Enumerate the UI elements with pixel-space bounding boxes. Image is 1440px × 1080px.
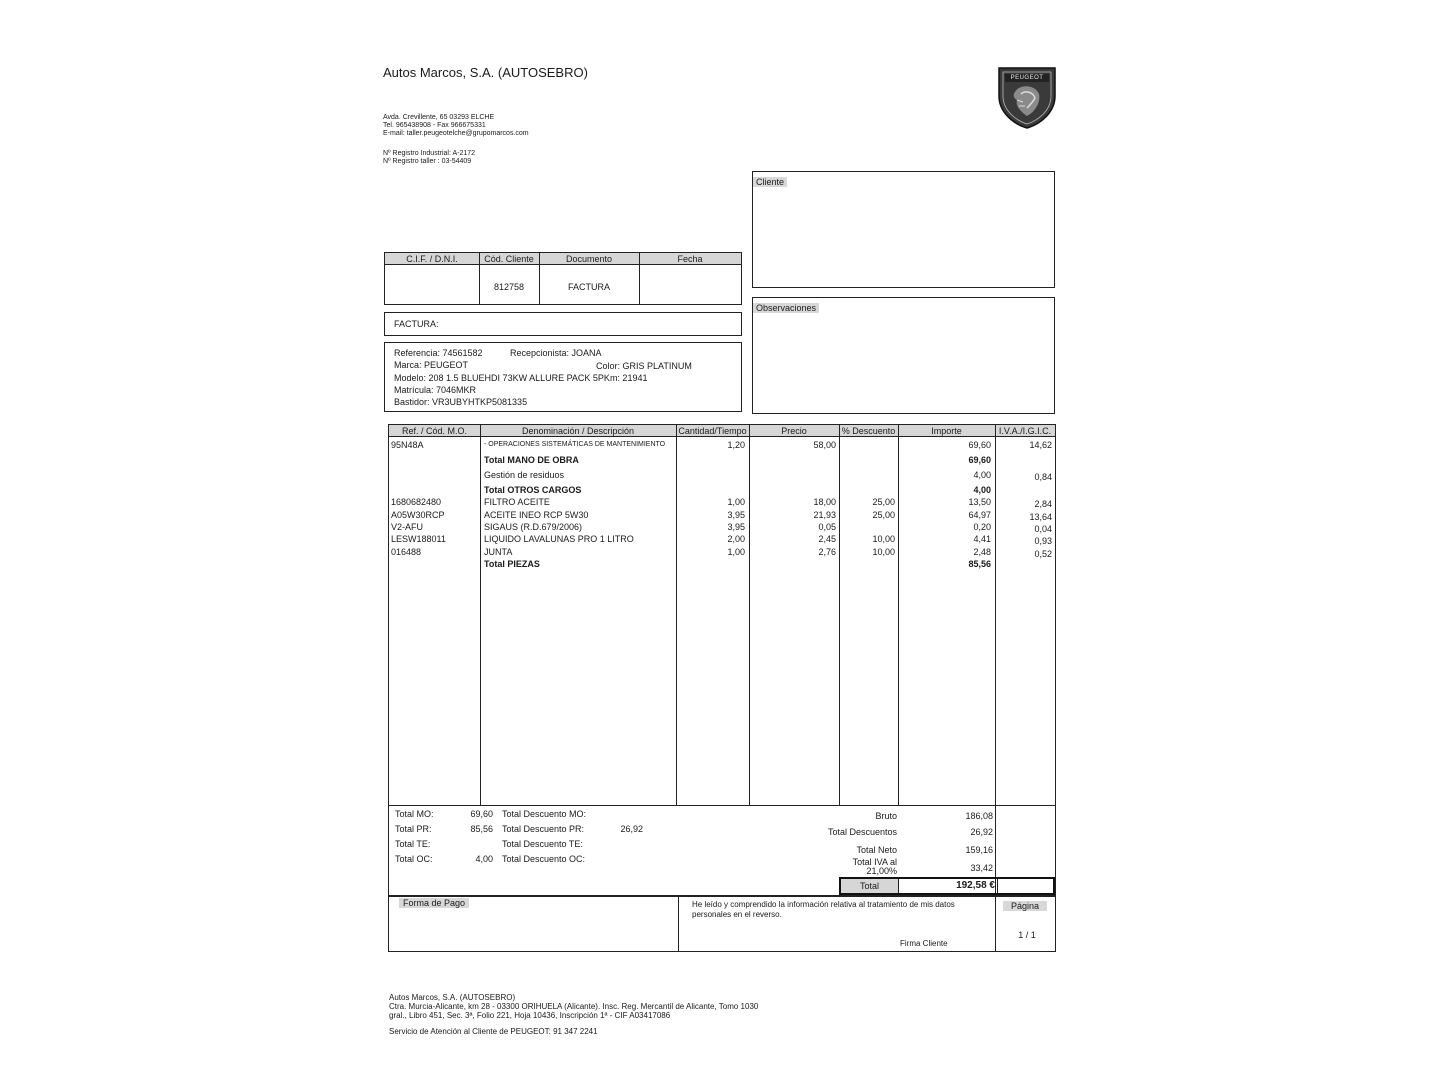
cell-iva: 13,64: [1029, 512, 1052, 522]
cell-desc: LIQUIDO LAVALUNAS PRO 1 LITRO: [484, 534, 634, 544]
company-email: E-mail: taller.peugeotelche@grupomarcos.com: [383, 130, 529, 137]
doc-col-cod-cliente: Cód. Cliente: [479, 253, 539, 265]
legal-footer: [389, 993, 758, 1036]
total-neto-label: Total Neto: [856, 845, 897, 855]
observations-box: [752, 297, 1055, 414]
doc-documento-value: FACTURA: [567, 282, 610, 292]
grand-total-box: [839, 877, 1055, 895]
cell-ref: LESW188011: [391, 534, 446, 544]
col-descuento: % Descuento: [839, 425, 898, 437]
total-iva-pct: 21,00%: [866, 866, 897, 876]
doc-col-documento: Documento: [539, 253, 639, 265]
cell-ref: 1680682480: [391, 497, 442, 507]
cell-price: 18,00: [813, 497, 836, 507]
cell-desc: JUNTA: [484, 547, 513, 557]
company-registers: [383, 150, 475, 166]
cell-qty: 1,20: [727, 440, 745, 450]
vehicle-modelo: Modelo: 208 1.5 BLUEHDI 73KW ALLURE PACK 5PKm: 21941: [394, 373, 648, 383]
vehicle-referencia: Referencia: 74561582: [394, 348, 483, 358]
cell-amount: 85,56: [968, 559, 991, 569]
firma-cliente-label: Firma Cliente: [900, 939, 948, 948]
vehicle-recepcionista: Recepcionista: JOANA: [510, 348, 602, 358]
totals-left-label: Total TE:: [395, 839, 431, 849]
cell-qty: 1,00: [727, 547, 745, 557]
total-iva-label: Total IVA al: [852, 857, 897, 867]
cell-ref: 95N48A: [391, 440, 424, 450]
vehicle-box: [384, 342, 742, 412]
cell-price: 0,05: [818, 522, 836, 532]
cell-iva: 14,62: [1029, 440, 1052, 450]
totals-left-label: Total OC:: [395, 854, 433, 864]
cell-price: 2,76: [818, 547, 836, 557]
grand-total-label: Total: [841, 879, 899, 893]
privacy-text-2: personales en el reverso.: [692, 910, 782, 919]
totals-left-label: Total PR:: [395, 824, 432, 834]
cell-disc: 10,00: [872, 547, 895, 557]
cell-qty: 2,00: [727, 534, 745, 544]
cell-qty: 3,95: [727, 510, 745, 520]
forma-pago-label: Forma de Pago: [399, 898, 469, 908]
vehicle-bastidor: Bastidor: VR3UBYHTKP5081335: [394, 397, 528, 407]
privacy-text-1: He leído y comprendido la información relativa al tratamiento de mis datos: [692, 900, 955, 909]
bruto-value: 186,08: [965, 811, 993, 821]
col-ref: Ref. / Cód. M.O.: [389, 425, 480, 437]
logo-text: PEUGEOT: [1010, 75, 1044, 81]
totals-left-value: 4,00: [475, 854, 493, 864]
reg-taller: Nº Registro taller : 03-54409: [383, 158, 472, 165]
footer-line-1: Autos Marcos, S.A. (AUTOSEBRO): [389, 993, 516, 1002]
pagina-value: 1 / 1: [1018, 930, 1036, 940]
cell-qty: 3,95: [727, 522, 745, 532]
factura-box: [384, 312, 742, 336]
vehicle-marca: Marca: PEUGEOT: [394, 360, 469, 370]
peugeot-logo: [995, 66, 1059, 130]
cell-amount: 64,97: [968, 510, 991, 520]
company-name: Autos Marcos, S.A. (AUTOSEBRO): [383, 65, 588, 80]
total-descuentos-label: Total Descuentos: [827, 827, 897, 837]
cell-price: 58,00: [813, 440, 836, 450]
totals-left-disc-value: 26,92: [620, 824, 643, 834]
document-header-table: [384, 252, 742, 305]
cell-amount: 69,60: [968, 440, 991, 450]
total-neto-value: 159,16: [965, 845, 993, 855]
cell-amount: 4,41: [973, 534, 991, 544]
cell-desc: Total PIEZAS: [484, 559, 540, 569]
cell-amount: 4,00: [973, 470, 991, 480]
cell-ref: 016488: [391, 547, 422, 557]
items-table: [388, 424, 1056, 896]
total-descuentos-value: 26,92: [970, 827, 993, 837]
cell-disc: 25,00: [872, 497, 895, 507]
col-importe: Importe: [898, 425, 995, 437]
observations-label: Observaciones: [753, 303, 819, 313]
footer-line-2: Ctra. Murcia-Alicante, km 28 - 03300 ORIHUELA (Alicante). Insc. Reg. Mercantil de Alicante, Tomo 1030: [389, 1002, 759, 1011]
totals-left-disc-label: Total Descuento PR:: [502, 824, 585, 834]
totals-left-disc-label: Total Descuento TE:: [502, 839, 583, 849]
cell-iva: 0,52: [1034, 549, 1052, 559]
cell-desc: - OPERACIONES SISTEMÁTICAS DE MANTENIMIENTO: [484, 441, 666, 448]
cell-desc: FILTRO ACEITE: [484, 497, 550, 507]
cell-qty: 1,00: [727, 497, 745, 507]
cell-ref: V2-AFU: [391, 522, 424, 532]
vehicle-color: Color: GRIS PLATINUM: [596, 361, 692, 371]
cell-desc: Total OTROS CARGOS: [484, 485, 582, 495]
bruto-label: Bruto: [875, 811, 897, 821]
client-box: [752, 171, 1055, 288]
cell-iva: 0,93: [1034, 536, 1052, 546]
doc-cod-cliente-value: 812758: [493, 282, 525, 292]
total-iva-value: 33,42: [970, 863, 993, 873]
cell-disc: 10,00: [872, 534, 895, 544]
cell-amount: 69,60: [968, 455, 991, 465]
col-iva: I.V.A./I.G.I.C.: [995, 425, 1055, 437]
col-descripcion: Denominación / Descripción: [480, 425, 676, 437]
pagina-label: Página: [1003, 901, 1047, 911]
cell-desc: ACEITE INEO RCP 5W30: [484, 510, 589, 520]
doc-col-cif: C.I.F. / D.N.I.: [385, 253, 479, 265]
cell-desc: Gestión de residuos: [484, 470, 565, 480]
company-address-block: [383, 114, 529, 138]
cell-iva: 0,04: [1034, 524, 1052, 534]
vehicle-matricula: Matrícula: 7046MKR: [394, 385, 477, 395]
client-label: Cliente: [753, 177, 787, 187]
col-cantidad: Cantidad/Tiempo: [676, 425, 749, 437]
doc-col-fecha: Fecha: [639, 253, 741, 265]
cell-disc: 25,00: [872, 510, 895, 520]
cell-price: 21,93: [813, 510, 836, 520]
totals-left-disc-label: Total Descuento MO:: [502, 809, 587, 819]
grand-total-value: 192,58 €: [956, 880, 995, 891]
company-address: Avda. Crevillente, 65 03293 ELCHE: [383, 114, 495, 121]
cell-price: 2,45: [818, 534, 836, 544]
cell-iva: 0,84: [1034, 472, 1052, 482]
col-precio: Precio: [749, 425, 839, 437]
factura-label: FACTURA:: [394, 319, 439, 329]
totals-left-value: 69,60: [470, 809, 493, 819]
company-phone: Tel. 965438908 - Fax 966675331: [383, 122, 486, 129]
cell-desc: SIGAUS (R.D.679/2006): [484, 522, 583, 532]
cell-amount: 13,50: [968, 497, 991, 507]
cell-iva: 2,84: [1034, 499, 1052, 509]
reg-industrial: Nº Registro Industrial: A-2172: [383, 150, 476, 157]
totals-left-value: 85,56: [470, 824, 493, 834]
cell-amount: 4,00: [973, 485, 991, 495]
cell-ref: A05W30RCP: [391, 510, 445, 520]
cell-desc: Total MANO DE OBRA: [484, 455, 579, 465]
footer-boxes: [388, 896, 1056, 952]
cell-amount: 2,48: [973, 547, 991, 557]
totals-left-label: Total MO:: [395, 809, 434, 819]
footer-line-4: Servicio de Atención al Cliente de PEUGEOT: 91 347 2241: [389, 1027, 598, 1036]
totals-left-disc-label: Total Descuento OC:: [502, 854, 586, 864]
footer-line-3: gral., Libro 451, Sec. 3ª, Folio 221, Hoja 10436, Inscripción 1ª - CIF A03417086: [389, 1011, 671, 1020]
cell-amount: 0,20: [973, 522, 991, 532]
